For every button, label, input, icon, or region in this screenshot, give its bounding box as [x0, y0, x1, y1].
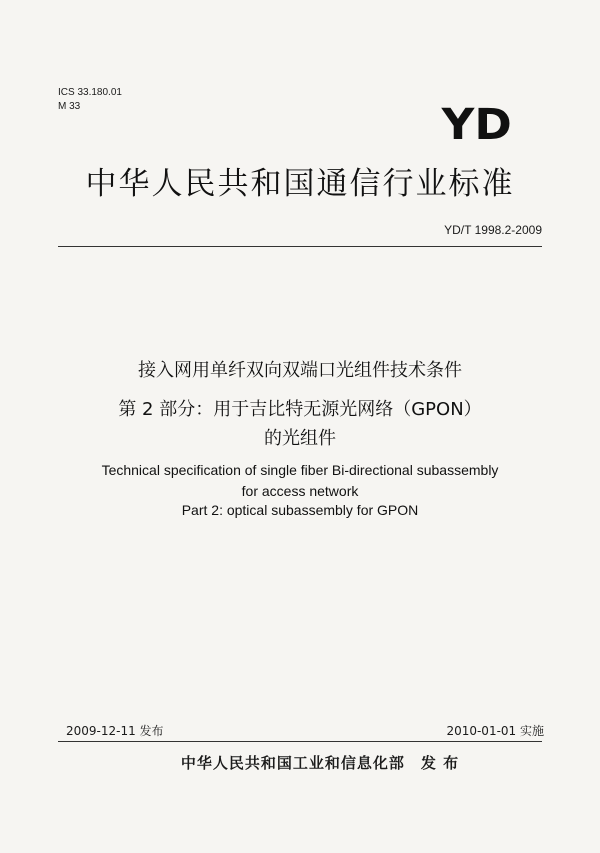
cn-title-line1: 接入网用单纤双向双端口光组件技术条件 — [138, 360, 462, 381]
standard-number: YD/T 1998.2-2009 — [444, 223, 542, 237]
yd-logo: YD — [441, 100, 512, 150]
issuing-authority: 中华人民共和国工业和信息化部 发 布 — [180, 754, 460, 772]
cn-title-line3: 的光组件 — [264, 428, 336, 449]
implementation-date: 2010-01-01 实施 — [446, 724, 544, 738]
top-divider — [58, 246, 542, 247]
issue-date: 2009-12-11 发布 — [66, 724, 164, 738]
classification-codes — [58, 86, 122, 114]
ics-code: ICS 33.180.01 — [58, 87, 122, 98]
standard-type-title: 中华人民共和国通信行业标准 — [85, 166, 515, 202]
en-title-line1: Technical specification of single fiber Bi-directional subassembly — [101, 462, 499, 478]
bottom-divider — [58, 741, 542, 742]
en-title-line3: Part 2: optical subassembly for GPON — [181, 502, 419, 518]
class-code: M 33 — [58, 101, 81, 112]
cn-title-line2: 第 2 部分：用于吉比特无源光网络（GPON） — [118, 399, 482, 420]
en-title-line2: for access network — [241, 483, 359, 499]
